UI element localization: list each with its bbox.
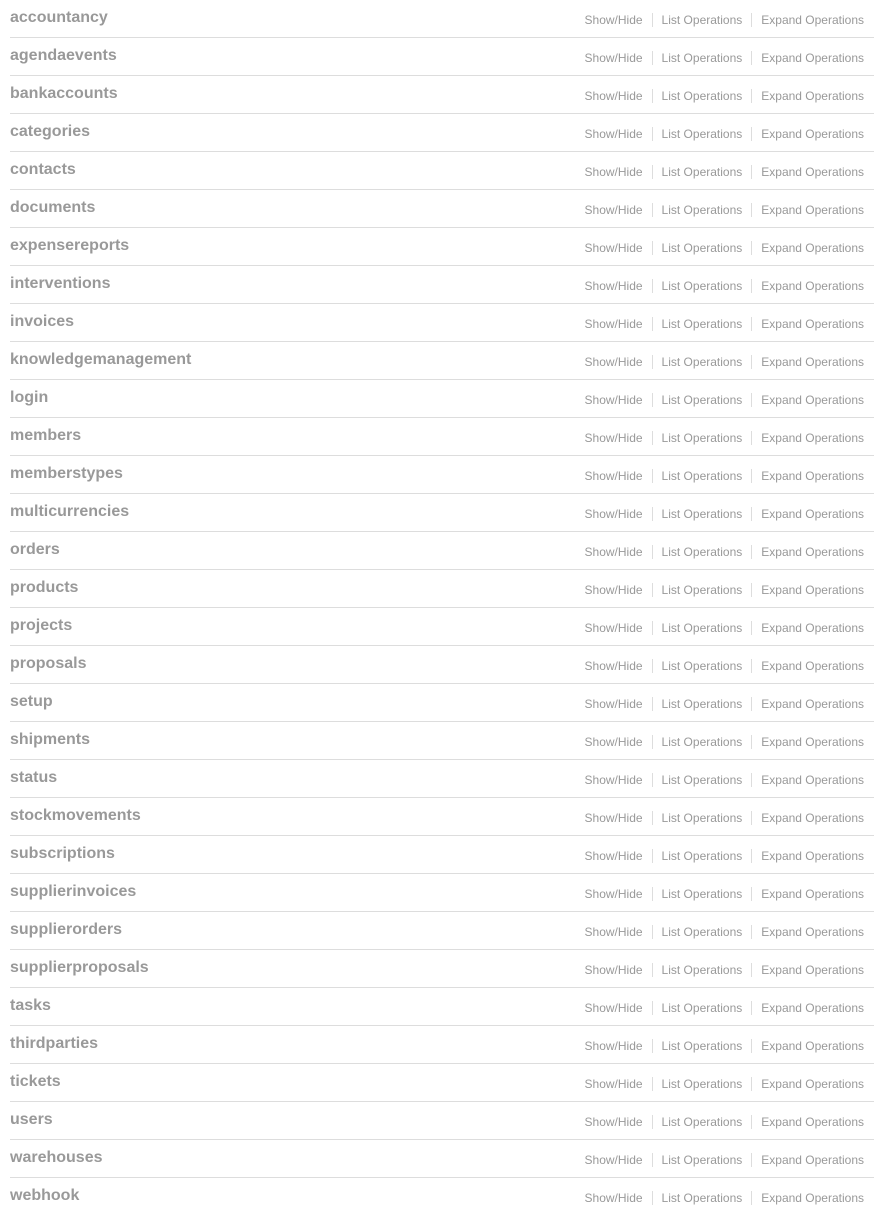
show-hide-link[interactable]: Show/Hide [584, 165, 643, 179]
resource-row-members [10, 418, 874, 456]
list-operations-item [652, 241, 752, 255]
resource-name-link[interactable]: users [10, 1111, 53, 1128]
expand-operations-link[interactable]: Expand Operations [761, 51, 864, 65]
list-operations-link[interactable]: List Operations [661, 1191, 743, 1205]
resource-name-link[interactable]: bankaccounts [10, 85, 118, 102]
list-operations-link[interactable]: List Operations [661, 127, 743, 141]
resource-options [585, 1039, 864, 1053]
resource-options [585, 1191, 864, 1205]
list-operations-link[interactable]: List Operations [661, 1153, 743, 1167]
resource-options [585, 1153, 864, 1167]
resource-row-documents [10, 190, 874, 228]
resource-name-link[interactable]: documents [10, 199, 96, 216]
resource-list [10, 0, 874, 1215]
expand-operations-item [751, 1191, 864, 1205]
resource-name-link[interactable]: supplierproposals [10, 959, 149, 976]
list-operations-item [652, 735, 752, 749]
expand-operations-link[interactable]: Expand Operations [761, 317, 864, 331]
resource-options [585, 1115, 864, 1129]
resource-row-expensereports [10, 228, 874, 266]
resource-row-orders [10, 532, 874, 570]
resource-name-link[interactable]: accountancy [10, 9, 108, 26]
list-operations-link[interactable]: List Operations [661, 317, 743, 331]
list-operations-link[interactable]: List Operations [661, 203, 743, 217]
show-hide-item [585, 355, 652, 369]
expand-operations-item [751, 469, 864, 483]
resource-row-proposals [10, 646, 874, 684]
expand-operations-item [751, 1077, 864, 1091]
expand-operations-item [751, 89, 864, 103]
expand-operations-item [751, 583, 864, 597]
expand-operations-item [751, 545, 864, 559]
resource-name-link[interactable]: tickets [10, 1073, 61, 1090]
resource-row-multicurrencies [10, 494, 874, 532]
show-hide-link[interactable]: Show/Hide [584, 1077, 643, 1091]
expand-operations-link[interactable]: Expand Operations [761, 545, 864, 559]
expand-operations-link[interactable]: Expand Operations [761, 1039, 864, 1053]
expand-operations-link[interactable]: Expand Operations [761, 773, 864, 787]
resource-name-link[interactable]: members [10, 427, 82, 444]
resource-row-stockmovements [10, 798, 874, 836]
show-hide-link[interactable]: Show/Hide [584, 355, 643, 369]
show-hide-link[interactable]: Show/Hide [584, 1115, 643, 1129]
resource-name-link[interactable]: supplierorders [10, 921, 123, 938]
resource-row-status [10, 760, 874, 798]
list-operations-item [652, 317, 752, 331]
list-operations-item [652, 583, 752, 597]
resource-row-login [10, 380, 874, 418]
list-operations-item [652, 355, 752, 369]
show-hide-item [585, 279, 652, 293]
resource-name-link[interactable]: subscriptions [10, 845, 115, 862]
show-hide-item [585, 849, 652, 863]
resource-row-supplierproposals [10, 950, 874, 988]
resource-options [585, 355, 864, 369]
show-hide-item [585, 1153, 652, 1167]
list-operations-link[interactable]: List Operations [661, 621, 743, 635]
expand-operations-link[interactable]: Expand Operations [761, 89, 864, 103]
show-hide-link[interactable]: Show/Hide [584, 849, 643, 863]
list-operations-item [652, 127, 752, 141]
resource-name-link[interactable]: categories [10, 123, 91, 140]
expand-operations-link[interactable]: Expand Operations [761, 13, 864, 27]
list-operations-item [652, 51, 752, 65]
expand-operations-link[interactable]: Expand Operations [761, 887, 864, 901]
expand-operations-item [751, 165, 864, 179]
expand-operations-item [751, 507, 864, 521]
expand-operations-item [751, 925, 864, 939]
resource-options [585, 13, 864, 27]
list-operations-item [652, 507, 752, 521]
resource-options [585, 887, 864, 901]
resource-options [585, 431, 864, 445]
resource-name-link[interactable]: projects [10, 617, 73, 634]
resource-options [585, 583, 864, 597]
show-hide-item [585, 1191, 652, 1205]
list-operations-link[interactable]: List Operations [661, 507, 743, 521]
resource-row-thirdparties [10, 1026, 874, 1064]
expand-operations-item [751, 317, 864, 331]
show-hide-link[interactable]: Show/Hide [584, 1039, 643, 1053]
show-hide-item [585, 431, 652, 445]
resource-options [585, 165, 864, 179]
list-operations-link[interactable]: List Operations [661, 697, 743, 711]
resource-row-warehouses [10, 1140, 874, 1178]
expand-operations-link[interactable]: Expand Operations [761, 1191, 864, 1205]
list-operations-link[interactable]: List Operations [661, 279, 743, 293]
resource-row-setup [10, 684, 874, 722]
expand-operations-link[interactable]: Expand Operations [761, 811, 864, 825]
list-operations-link[interactable]: List Operations [661, 1115, 743, 1129]
expand-operations-link[interactable]: Expand Operations [761, 127, 864, 141]
list-operations-link[interactable]: List Operations [661, 963, 743, 977]
expand-operations-item [751, 621, 864, 635]
show-hide-link[interactable]: Show/Hide [584, 659, 643, 673]
show-hide-item [585, 963, 652, 977]
show-hide-link[interactable]: Show/Hide [584, 735, 643, 749]
expand-operations-link[interactable]: Expand Operations [761, 469, 864, 483]
list-operations-item [652, 887, 752, 901]
expand-operations-item [751, 241, 864, 255]
resource-name-link[interactable]: stockmovements [10, 807, 141, 824]
expand-operations-link[interactable]: Expand Operations [761, 431, 864, 445]
expand-operations-link[interactable]: Expand Operations [761, 621, 864, 635]
list-operations-item [652, 1115, 752, 1129]
list-operations-link[interactable]: List Operations [661, 773, 743, 787]
show-hide-item [585, 1115, 652, 1129]
list-operations-item [652, 203, 752, 217]
list-operations-item [652, 469, 752, 483]
show-hide-item [585, 1077, 652, 1091]
resource-options [585, 51, 864, 65]
resource-row-knowledgemanagement [10, 342, 874, 380]
expand-operations-item [751, 887, 864, 901]
resource-options [585, 393, 864, 407]
expand-operations-link[interactable]: Expand Operations [761, 393, 864, 407]
list-operations-link[interactable]: List Operations [661, 165, 743, 179]
expand-operations-link[interactable]: Expand Operations [761, 279, 864, 293]
show-hide-item [585, 241, 652, 255]
expand-operations-link[interactable]: Expand Operations [761, 507, 864, 521]
resource-name-link[interactable]: memberstypes [10, 465, 123, 482]
list-operations-link[interactable]: List Operations [661, 431, 743, 445]
expand-operations-link[interactable]: Expand Operations [761, 849, 864, 863]
resource-name-link[interactable]: webhook [10, 1187, 80, 1204]
expand-operations-link[interactable]: Expand Operations [761, 963, 864, 977]
list-operations-item [652, 89, 752, 103]
expand-operations-item [751, 355, 864, 369]
show-hide-link[interactable]: Show/Hide [584, 925, 643, 939]
resource-options [585, 849, 864, 863]
expand-operations-item [751, 1039, 864, 1053]
resource-name-link[interactable]: invoices [10, 313, 75, 330]
show-hide-link[interactable]: Show/Hide [584, 203, 643, 217]
resource-options [585, 1077, 864, 1091]
show-hide-item [585, 811, 652, 825]
list-operations-item [652, 393, 752, 407]
show-hide-link[interactable]: Show/Hide [584, 13, 643, 27]
show-hide-link[interactable]: Show/Hide [584, 127, 643, 141]
list-operations-item [652, 849, 752, 863]
expand-operations-item [751, 393, 864, 407]
show-hide-link[interactable]: Show/Hide [584, 1153, 643, 1167]
show-hide-link[interactable]: Show/Hide [584, 51, 643, 65]
show-hide-link[interactable]: Show/Hide [584, 89, 643, 103]
list-operations-link[interactable]: List Operations [661, 1077, 743, 1091]
show-hide-link[interactable]: Show/Hide [584, 241, 643, 255]
expand-operations-link[interactable]: Expand Operations [761, 1077, 864, 1091]
resource-name-link[interactable]: contacts [10, 161, 76, 178]
resource-options [585, 963, 864, 977]
show-hide-item [585, 583, 652, 597]
expand-operations-item [751, 811, 864, 825]
expand-operations-item [751, 773, 864, 787]
expand-operations-item [751, 431, 864, 445]
resource-options [585, 203, 864, 217]
resource-row-tasks [10, 988, 874, 1026]
resource-name-link[interactable]: supplierinvoices [10, 883, 137, 900]
list-operations-item [652, 659, 752, 673]
resource-options [585, 545, 864, 559]
resource-row-accountancy [10, 0, 874, 38]
show-hide-item [585, 1039, 652, 1053]
list-operations-item [652, 811, 752, 825]
resource-options [585, 773, 864, 787]
resource-row-projects [10, 608, 874, 646]
expand-operations-item [751, 13, 864, 27]
list-operations-link[interactable]: List Operations [661, 1039, 743, 1053]
show-hide-link[interactable]: Show/Hide [584, 279, 643, 293]
resource-options [585, 1001, 864, 1015]
list-operations-link[interactable]: List Operations [661, 849, 743, 863]
show-hide-link[interactable]: Show/Hide [584, 1001, 643, 1015]
list-operations-item [652, 773, 752, 787]
list-operations-item [652, 13, 752, 27]
show-hide-link[interactable]: Show/Hide [584, 963, 643, 977]
list-operations-link[interactable]: List Operations [661, 925, 743, 939]
show-hide-item [585, 507, 652, 521]
resource-row-supplierinvoices [10, 874, 874, 912]
show-hide-item [585, 735, 652, 749]
show-hide-item [585, 127, 652, 141]
resource-name-link[interactable]: products [10, 579, 79, 596]
resource-name-link[interactable]: setup [10, 693, 53, 710]
resource-name-link[interactable]: proposals [10, 655, 87, 672]
resource-options [585, 507, 864, 521]
expand-operations-item [751, 963, 864, 977]
list-operations-link[interactable]: List Operations [661, 811, 743, 825]
expand-operations-item [751, 697, 864, 711]
list-operations-link[interactable]: List Operations [661, 583, 743, 597]
list-operations-link[interactable]: List Operations [661, 89, 743, 103]
show-hide-link[interactable]: Show/Hide [584, 1191, 643, 1205]
resource-name-link[interactable]: expensereports [10, 237, 130, 254]
list-operations-item [652, 963, 752, 977]
show-hide-item [585, 13, 652, 27]
resource-row-interventions [10, 266, 874, 304]
show-hide-item [585, 203, 652, 217]
resource-row-invoices [10, 304, 874, 342]
resource-row-subscriptions [10, 836, 874, 874]
show-hide-link[interactable]: Show/Hide [584, 545, 643, 559]
list-operations-item [652, 1191, 752, 1205]
show-hide-link[interactable]: Show/Hide [584, 697, 643, 711]
resource-options [585, 697, 864, 711]
list-operations-link[interactable]: List Operations [661, 13, 743, 27]
list-operations-link[interactable]: List Operations [661, 469, 743, 483]
expand-operations-link[interactable]: Expand Operations [761, 355, 864, 369]
show-hide-link[interactable]: Show/Hide [584, 621, 643, 635]
resource-options [585, 89, 864, 103]
show-hide-link[interactable]: Show/Hide [584, 583, 643, 597]
show-hide-item [585, 393, 652, 407]
list-operations-item [652, 1153, 752, 1167]
resource-name-link[interactable]: interventions [10, 275, 111, 292]
list-operations-item [652, 1001, 752, 1015]
expand-operations-link[interactable]: Expand Operations [761, 735, 864, 749]
resource-options [585, 279, 864, 293]
show-hide-link[interactable]: Show/Hide [584, 317, 643, 331]
resource-options [585, 469, 864, 483]
resource-row-contacts [10, 152, 874, 190]
expand-operations-link[interactable]: Expand Operations [761, 1153, 864, 1167]
list-operations-item [652, 545, 752, 559]
resource-name-link[interactable]: agendaevents [10, 47, 117, 64]
show-hide-link[interactable]: Show/Hide [584, 887, 643, 901]
resource-name-link[interactable]: status [10, 769, 58, 786]
expand-operations-item [751, 659, 864, 673]
expand-operations-item [751, 279, 864, 293]
list-operations-link[interactable]: List Operations [661, 887, 743, 901]
list-operations-item [652, 697, 752, 711]
expand-operations-link[interactable]: Expand Operations [761, 1115, 864, 1129]
resource-row-shipments [10, 722, 874, 760]
expand-operations-link[interactable]: Expand Operations [761, 925, 864, 939]
list-operations-link[interactable]: List Operations [661, 735, 743, 749]
show-hide-item [585, 89, 652, 103]
resource-name-link[interactable]: tasks [10, 997, 51, 1014]
show-hide-item [585, 545, 652, 559]
expand-operations-item [751, 1001, 864, 1015]
resource-row-memberstypes [10, 456, 874, 494]
resource-row-bankaccounts [10, 76, 874, 114]
expand-operations-link[interactable]: Expand Operations [761, 697, 864, 711]
list-operations-item [652, 279, 752, 293]
resource-name-link[interactable]: knowledgemanagement [10, 351, 192, 368]
resource-options [585, 621, 864, 635]
resource-row-supplierorders [10, 912, 874, 950]
resource-row-users [10, 1102, 874, 1140]
expand-operations-link[interactable]: Expand Operations [761, 203, 864, 217]
resource-row-agendaevents [10, 38, 874, 76]
show-hide-link[interactable]: Show/Hide [584, 431, 643, 445]
list-operations-link[interactable]: List Operations [661, 241, 743, 255]
show-hide-item [585, 659, 652, 673]
resource-row-products [10, 570, 874, 608]
show-hide-link[interactable]: Show/Hide [584, 469, 643, 483]
expand-operations-link[interactable]: Expand Operations [761, 1001, 864, 1015]
resource-name-link[interactable]: login [10, 389, 49, 406]
resource-row-tickets [10, 1064, 874, 1102]
resource-options [585, 241, 864, 255]
list-operations-item [652, 1077, 752, 1091]
expand-operations-item [751, 1153, 864, 1167]
show-hide-link[interactable]: Show/Hide [584, 393, 643, 407]
list-operations-link[interactable]: List Operations [661, 51, 743, 65]
show-hide-item [585, 697, 652, 711]
resource-options [585, 127, 864, 141]
expand-operations-item [751, 127, 864, 141]
show-hide-item [585, 773, 652, 787]
resource-name-link[interactable]: thirdparties [10, 1035, 99, 1052]
show-hide-link[interactable]: Show/Hide [584, 773, 643, 787]
resource-name-link[interactable]: warehouses [10, 1149, 103, 1166]
expand-operations-item [751, 51, 864, 65]
show-hide-item [585, 317, 652, 331]
show-hide-item [585, 887, 652, 901]
show-hide-item [585, 51, 652, 65]
resource-options [585, 659, 864, 673]
resource-options [585, 735, 864, 749]
show-hide-item [585, 621, 652, 635]
resource-name-link[interactable]: multicurrencies [10, 503, 130, 520]
list-operations-link[interactable]: List Operations [661, 393, 743, 407]
list-operations-item [652, 925, 752, 939]
expand-operations-item [751, 1115, 864, 1129]
resource-options [585, 925, 864, 939]
show-hide-link[interactable]: Show/Hide [584, 811, 643, 825]
expand-operations-link[interactable]: Expand Operations [761, 583, 864, 597]
resource-row-categories [10, 114, 874, 152]
resource-options [585, 317, 864, 331]
expand-operations-item [751, 849, 864, 863]
list-operations-item [652, 431, 752, 445]
expand-operations-item [751, 203, 864, 217]
list-operations-link[interactable]: List Operations [661, 355, 743, 369]
list-operations-link[interactable]: List Operations [661, 659, 743, 673]
show-hide-item [585, 165, 652, 179]
list-operations-link[interactable]: List Operations [661, 545, 743, 559]
list-operations-item [652, 1039, 752, 1053]
expand-operations-link[interactable]: Expand Operations [761, 241, 864, 255]
resource-name-link[interactable]: orders [10, 541, 60, 558]
expand-operations-link[interactable]: Expand Operations [761, 659, 864, 673]
show-hide-item [585, 1001, 652, 1015]
resource-name-link[interactable]: shipments [10, 731, 91, 748]
show-hide-item [585, 925, 652, 939]
resource-options [585, 811, 864, 825]
expand-operations-link[interactable]: Expand Operations [761, 165, 864, 179]
list-operations-link[interactable]: List Operations [661, 1001, 743, 1015]
expand-operations-item [751, 735, 864, 749]
list-operations-item [652, 621, 752, 635]
show-hide-item [585, 469, 652, 483]
show-hide-link[interactable]: Show/Hide [584, 507, 643, 521]
resource-row-webhook [10, 1178, 874, 1215]
list-operations-item [652, 165, 752, 179]
